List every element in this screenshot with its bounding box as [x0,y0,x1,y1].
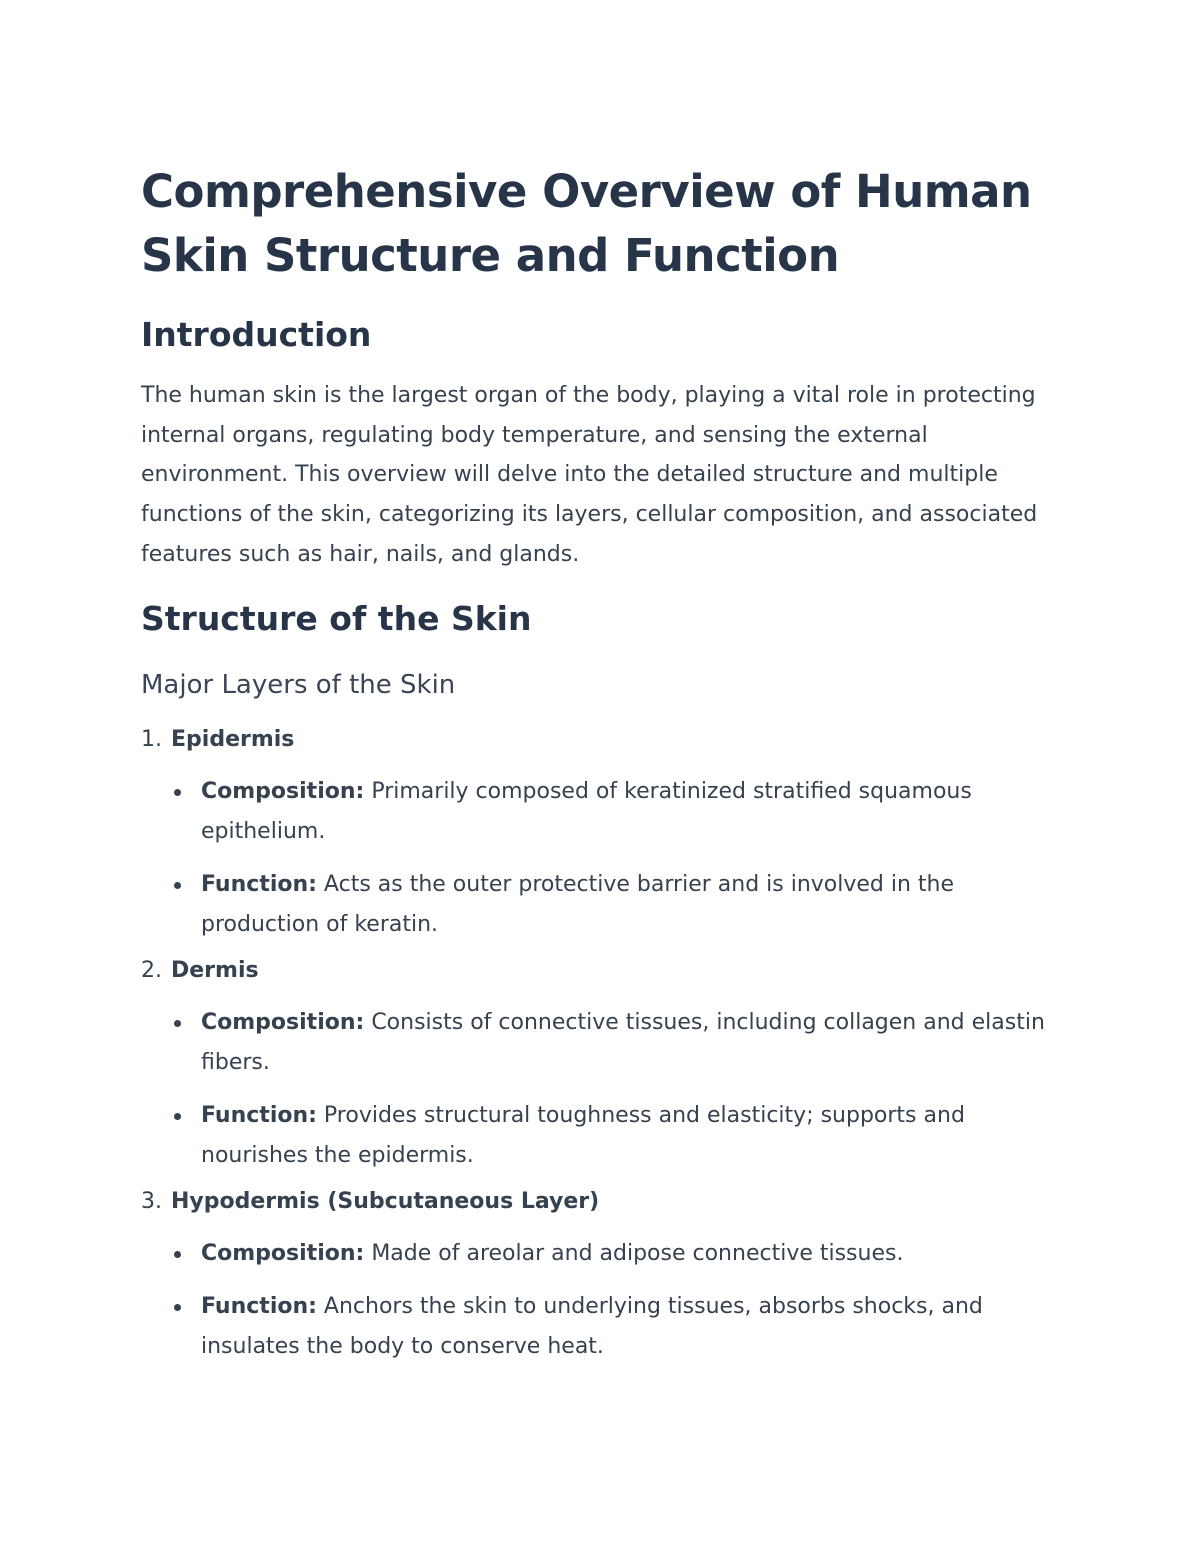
composition-label: Composition: [201,778,365,804]
function-point [201,865,1060,945]
bullet-icon [174,1304,181,1311]
bullet-icon [174,1020,181,1027]
function-point [201,1096,1060,1176]
major-layers-subheading: Major Layers of the Skin [141,669,456,700]
composition-text: Made of areolar and adipose connective tissues. [364,1240,904,1266]
layer-number: 1. [141,726,162,752]
document-title: Comprehensive Overview of Human Skin Structure and Function [141,165,1032,282]
layer-title [141,724,1060,756]
composition-point [201,1234,1060,1274]
function-text: Provides structural toughness and elasticity; supports and nourishes the epidermis. [201,1102,965,1168]
bullet-icon [174,882,181,889]
structure-heading: Structure of the Skin [141,598,532,638]
composition-label: Composition: [201,1240,365,1266]
layer-details [141,1234,1060,1367]
layer-name: Dermis [171,957,259,983]
bullet-icon [174,789,181,796]
skin-layers-list [141,724,1060,1367]
layer-name: Epidermis [171,726,295,752]
bullet-icon [174,1113,181,1120]
introduction-heading: Introduction [141,315,372,354]
layer-number: 2. [141,957,162,983]
layer-details [141,772,1060,945]
composition-text: Primarily composed of keratinized stratified squamous epithelium. [201,778,972,844]
introduction-paragraph: The human skin is the largest organ of the body, playing a vital role in protecting internal organs, regulating body temperature, and sensing the external environment. This overview will delve into the detailed structure and multiple functions of the skin, categorizing its layers, cellular composition, and associated features such as hair, nails, and glands. [141,383,1038,567]
bullet-icon [174,1251,181,1258]
layer-item-hypodermis [141,1186,1060,1367]
composition-text: Consists of connective tissues, including collagen and elastin fibers. [201,1009,1045,1075]
layer-title [141,1186,1060,1218]
composition-label: Composition: [201,1009,365,1035]
layer-number: 3. [141,1188,162,1214]
layer-name: Hypodermis (Subcutaneous Layer) [171,1188,600,1214]
function-text: Anchors the skin to underlying tissues, absorbs shocks, and insulates the body to conserve heat. [201,1293,983,1359]
layer-title [141,955,1060,987]
function-label: Function: [201,1293,317,1319]
layer-item-epidermis [141,724,1060,945]
function-text: Acts as the outer protective barrier and is involved in the production of keratin. [201,871,955,937]
layer-details [141,1003,1060,1176]
composition-point [201,772,1060,852]
function-label: Function: [201,1102,317,1128]
layer-item-dermis [141,955,1060,1176]
composition-point [201,1003,1060,1083]
function-point [201,1287,1060,1367]
function-label: Function: [201,871,317,897]
